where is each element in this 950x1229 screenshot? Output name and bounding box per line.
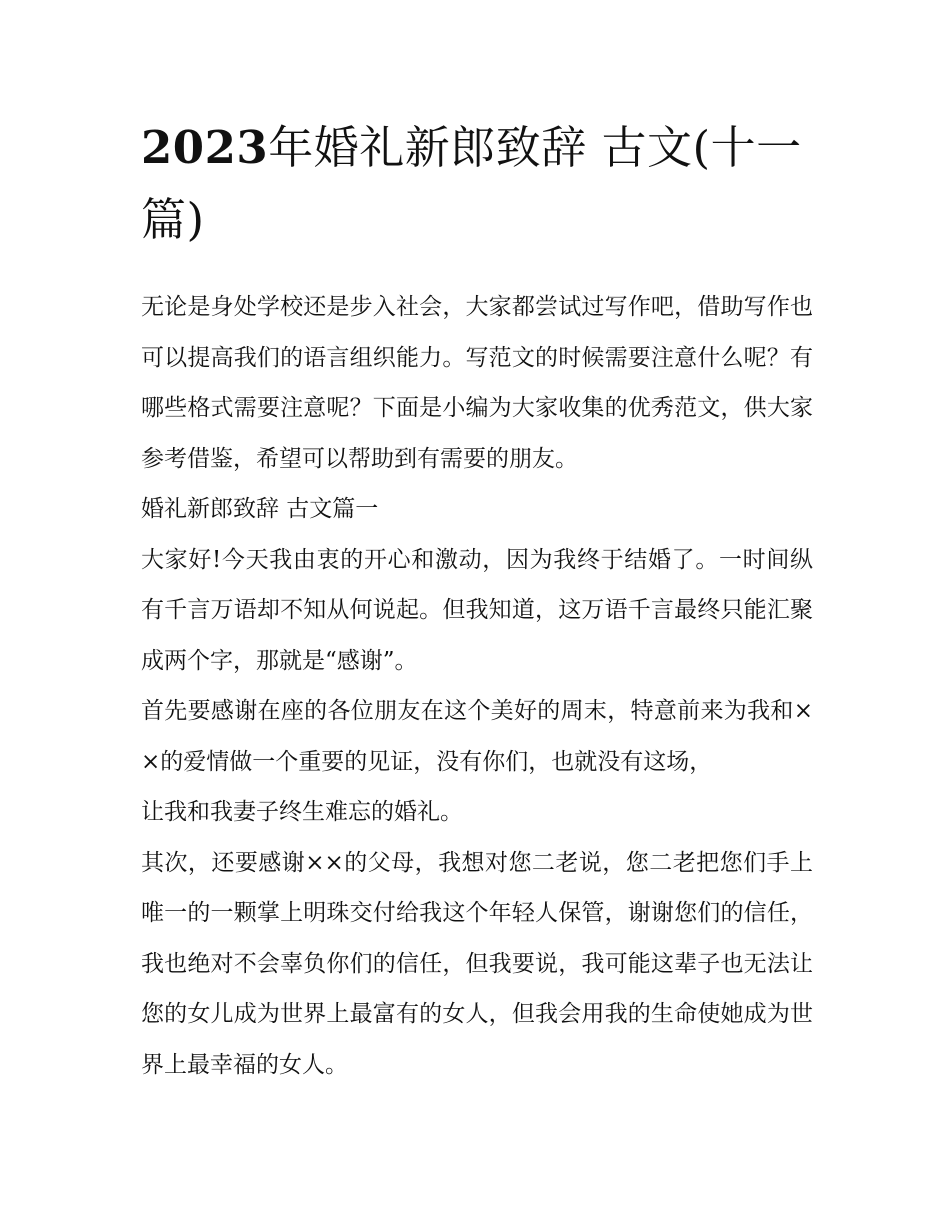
speech-paragraph-2: 首先要感谢在座的各位朋友在这个美好的周末，特意前来为我和××的爱情做一个重要的见证，没有你们，也就没有这场， — [141, 698, 813, 775]
speech-paragraph-3: 让我和我妻子终生难忘的婚礼。 — [141, 799, 463, 825]
document-content — [141, 112, 813, 1090]
speech-paragraph-4: 其次，还要感谢××的父母，我想对您二老说，您二老把您们手上唯一的一颗掌上明珠交付给我这个年轻人保管，谢谢您们的信任，我也绝对不会辜负你们的信任，但我要说，我可能这辈子也无法让您的女儿成为世界上最富有的女人，但我会用我的生命使她成为世界上最幸福的女人。 — [141, 849, 813, 1078]
intro-paragraph: 无论是身处学校还是步入社会，大家都尝试过写作吧，借助写作也可以提高我们的语言组织能力。写范文的时候需要注意什么呢？有哪些格式需要注意呢？下面是小编为大家收集的优秀范文，供大家参考借鉴，希望可以帮助到有需要的朋友。 — [141, 294, 813, 472]
document-body — [141, 282, 813, 1090]
title-year: 2023 — [141, 121, 269, 174]
document-title — [141, 112, 813, 256]
section-heading: 婚礼新郎致辞 古文篇一 — [141, 496, 379, 522]
title-text: 年婚礼新郎致辞 古文(十一篇) — [141, 121, 802, 246]
speech-paragraph-1: 大家好!今天我由衷的开心和激动，因为我终于结婚了。一时间纵有千言万语却不知从何说起。但我知道，这万语千言最终只能汇聚成两个字，那就是“感谢”。 — [141, 546, 813, 674]
